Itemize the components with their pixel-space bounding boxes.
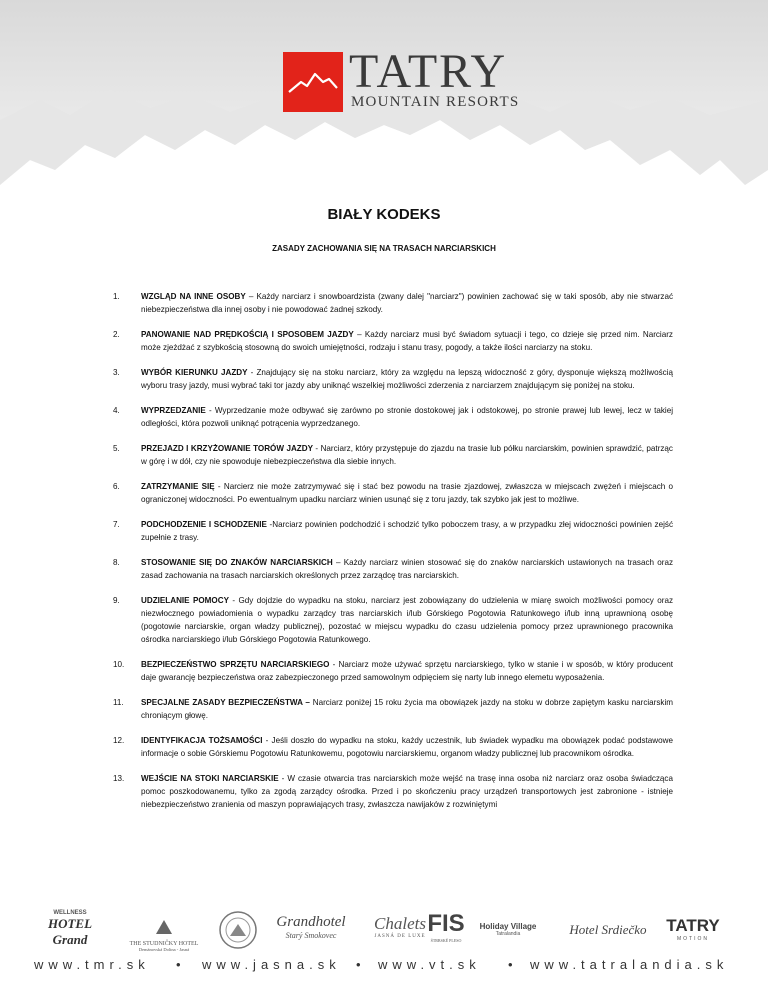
rule-number: 4. [113, 406, 120, 415]
brand-tagline: MOUNTAIN RESORTS [351, 94, 520, 110]
rule-number: 12. [113, 736, 125, 745]
logo-text: Grandhotel [276, 914, 346, 930]
logo-hotel-grand [30, 910, 110, 948]
rule-heading: SPECJALNE ZASADY BEZPIECZEŃSTWA – [141, 698, 310, 707]
rule-item [113, 480, 673, 506]
rule-heading: WEJŚCIE NA STOKI NARCIARSKIE [141, 774, 279, 783]
rule-text: - Narcierz nie może zatrzymywać się i stać bez powodu na trasie zjazdowej, zwłaszcza w miejscach zwężeń i miejscach o ograniczonej widoczności. Po ewentualnym upadku narciarz winien usunąć się z toru jazdy, tak szybko jak jest to możliwe. [141, 482, 673, 504]
rule-number: 7. [113, 520, 120, 529]
rule-item [113, 366, 673, 392]
rule-item [113, 290, 673, 316]
tatry-logo [283, 45, 520, 112]
logo-grandhotel [264, 914, 358, 940]
rule-item [113, 734, 673, 760]
rule-number: 9. [113, 596, 120, 605]
rule-heading: IDENTYFIKACJA TOŻSAMOŚCI [141, 736, 263, 745]
footer-link-vt[interactable]: www.vt.sk [378, 957, 481, 972]
logo-text: Hotel Srdiečko [569, 922, 647, 937]
rule-heading: PANOWANIE NAD PRĘDKOŚCIĄ I SPOSOBEM JAZDY [141, 330, 354, 339]
mountain-peak-icon [283, 52, 343, 112]
logo-fis [426, 910, 466, 943]
rule-text: – Każdy narciarz winien stosować się do znaków narciarskich ustawionych na trasach oraz zasad zachowania na trasach narciarskich określonych przez zarządcę tras narciarskich. [141, 558, 673, 580]
footer-links [34, 957, 734, 981]
rule-number: 13. [113, 774, 125, 783]
rule-heading: PODCHODZENIE I SCHODZENIE [141, 520, 267, 529]
rule-heading: WZGLĄD NA INNE OSOBY [141, 292, 246, 301]
logo-text: THE STUDNIČKY HOTEL [129, 941, 199, 947]
footer-separator: • [176, 957, 186, 972]
rule-text: -Narciarz powinien podchodzić i schodzić tylko poboczem trasy, a w przypadku złej widoczności powinien zejść zupełnie z trasy. [141, 520, 673, 542]
logo-text: TATRY [666, 916, 720, 935]
rule-number: 11. [113, 698, 124, 707]
logo-holiday-village [466, 922, 550, 937]
logo-text: ŠTRBSKÉ PLESO [430, 938, 462, 943]
footer-link-jasna[interactable]: www.jasna.sk [202, 957, 341, 972]
rule-item [113, 442, 673, 468]
rule-heading: PRZEJAZD I KRZYŻOWANIE TORÓW JAZDY [141, 444, 313, 453]
rule-item [113, 556, 673, 582]
rule-heading: BEZPIECZEŃSTWO SPRZĘTU NARCIARSKIEGO [141, 660, 330, 669]
rule-item [113, 696, 673, 722]
rules-list [113, 290, 673, 823]
footer-separator: • [356, 957, 366, 972]
rule-text: - Wyprzedzanie może odbywać się zarówno po stronie dostokowej jak i odstokowej, po stronie prawej lub lewej, lecz w takiej odległości, która pozwoli uniknąć potrącenia wyprzedzanego. [141, 406, 673, 428]
rule-heading: UDZIELANIE POMOCY [141, 596, 229, 605]
rule-number: 10. [113, 660, 125, 669]
rule-text: - Jeśli doszło do wypadku na stoku, każdy uczestnik, lub świadek wypadku ma obowiązek podać podstawowe informacje o sobie Górskiemu Pogotowiu Ratunkowemu, pogotowiu narciarskiemu, organom władzy publicznej lub pracownikom ośrodka. [141, 736, 673, 758]
logo-text: HOTEL Grand [47, 916, 93, 947]
rule-item [113, 594, 673, 646]
rule-text: – Każdy narciarz i snowboardzista (zwany dalej "narciarz") powinien zachować się w taki sposób, aby nie stwarzać niebezpieczeństwa dla innej osoby i nie powodować żadnej szkody. [141, 292, 673, 314]
footer-separator: • [508, 957, 518, 972]
rule-text: - Narciarz może używać sprzętu narciarskiego, tylko w stanie i w sposób, w który producent daje gwarancję bezpieczeństwa oraz zabezpieczonego przed samowolnym odpięciem się narty lub innego elemetu wyposażenia. [141, 660, 673, 682]
brand-name: TATRY [349, 45, 508, 98]
logo-text: WELLNESS [53, 910, 87, 916]
rule-number: 6. [113, 482, 120, 491]
logo-studnicky-hotel [118, 920, 210, 952]
rule-item [113, 658, 673, 684]
round-badge-icon [218, 910, 258, 950]
logo-text: FIS [427, 910, 465, 937]
rule-text: Narciarz poniżej 15 roku życia ma obowiązek jazdy na stoku w dobrze zapiętym kasku narciarskim chroniącym głowę. [141, 698, 673, 720]
rule-heading: WYPRZEDZANIE [141, 406, 206, 415]
footer-link-tmr[interactable]: www.tmr.sk [34, 957, 150, 972]
rule-item [113, 328, 673, 354]
rule-item [113, 772, 673, 811]
rule-heading: STOSOWANIE SIĘ DO ZNAKÓW NARCIARSKICH [141, 558, 333, 567]
rule-number: 3. [113, 368, 120, 377]
tree-icon [154, 920, 174, 936]
footer-link-tatralandia[interactable]: www.tatralandia.sk [530, 957, 729, 972]
logo-tatry-motion [660, 916, 726, 942]
rule-heading: WYBÓR KIERUNKU JAZDY [141, 368, 248, 377]
rule-text: - Gdy dojdzie do wypadku na stoku, narciarz jest zobowiązany do udzielenia w miarę swoich możliwości pomocy oraz niezwłocznego powiadomienia o wypadku zarządcy tras narciarskich i/lub Górskiego Pogotowia Ratunkowego i/lub inną uprawnioną osobę (pogotowie narciarskie, organ władzy publicznej), pozostać w miejscu wypadku do czasu udzielenia pomocy przez uprawnionego pracownika ośrodka narciarskiego i/lub Górskiego Pogotowia Ratunkowego. [141, 596, 673, 644]
document-subtitle: ZASADY ZACHOWANIA SIĘ NA TRASACH NARCIARSKICH [272, 244, 496, 253]
rule-number: 2. [113, 330, 120, 339]
partner-logos [30, 910, 730, 958]
rule-text: - W czasie otwarcia tras narciarskich może wejść na trasę inna osoba niż narciarz oraz osoba świadcząca pomoc poszkodowanemu, tylko za zgodą zarządcy ośrodka. Przed i po skończeniu pracy urządzeń transportowych jest zabronione - istnieje niebezpieczeństwo zranienia od maszyn poprawiających trasy, zwłaszcza nawijaków z rozwiniętymi [141, 774, 673, 809]
logo-text: Holiday Village [479, 922, 537, 931]
rule-heading: ZATRZYMANIE SIĘ [141, 482, 215, 491]
document-title: BIAŁY KODEKS [327, 206, 441, 223]
logo-text: Chalets [374, 914, 426, 933]
rule-text: – Każdy narciarz musi być świadom sytuacji i tego, co dzieje się przed nim. Narciarz może zjeżdżać z szybkością stosowną do swoich umiejętności, rodzaju i stanu trasy, pogody, a także ilości narciarzy na stoku. [141, 330, 673, 352]
logo-text: MOTION [677, 936, 709, 942]
logo-text: Demänovská Dolina - Jasná [138, 947, 190, 952]
rule-number: 8. [113, 558, 120, 567]
rule-number: 5. [113, 444, 120, 453]
logo-hotel-srdiecko [560, 922, 656, 938]
rule-text: - Znajdujący się na stoku narciarz, który za względu na lepszą widoczność z góry, dysponuje większą możliwością wyboru trasy jazdy, musi wybrać taki tor jazdy aby uniknąć wszelkiej możliwości zderzenia z narciarzem znajdującym się poniżej na stoku. [141, 368, 673, 390]
logo-mountain-mark [283, 52, 343, 112]
logo-text: JASNÁ DE LUXE [374, 934, 426, 939]
rule-number: 1. [113, 292, 120, 301]
logo-chata-badge [216, 910, 260, 955]
rule-text: - Narciarz, który przystępuje do zjazdu na trasie lub półku narciarskim, powinien sprawdzić, patrząc w górę i w dół, czy nie spowoduje niebezpieczeństwa dla siebie innych. [141, 444, 673, 466]
rule-item [113, 404, 673, 430]
logo-text: Starý Smokovec [285, 931, 337, 940]
logo-text: Tatralandia [495, 931, 521, 937]
rule-item [113, 518, 673, 544]
